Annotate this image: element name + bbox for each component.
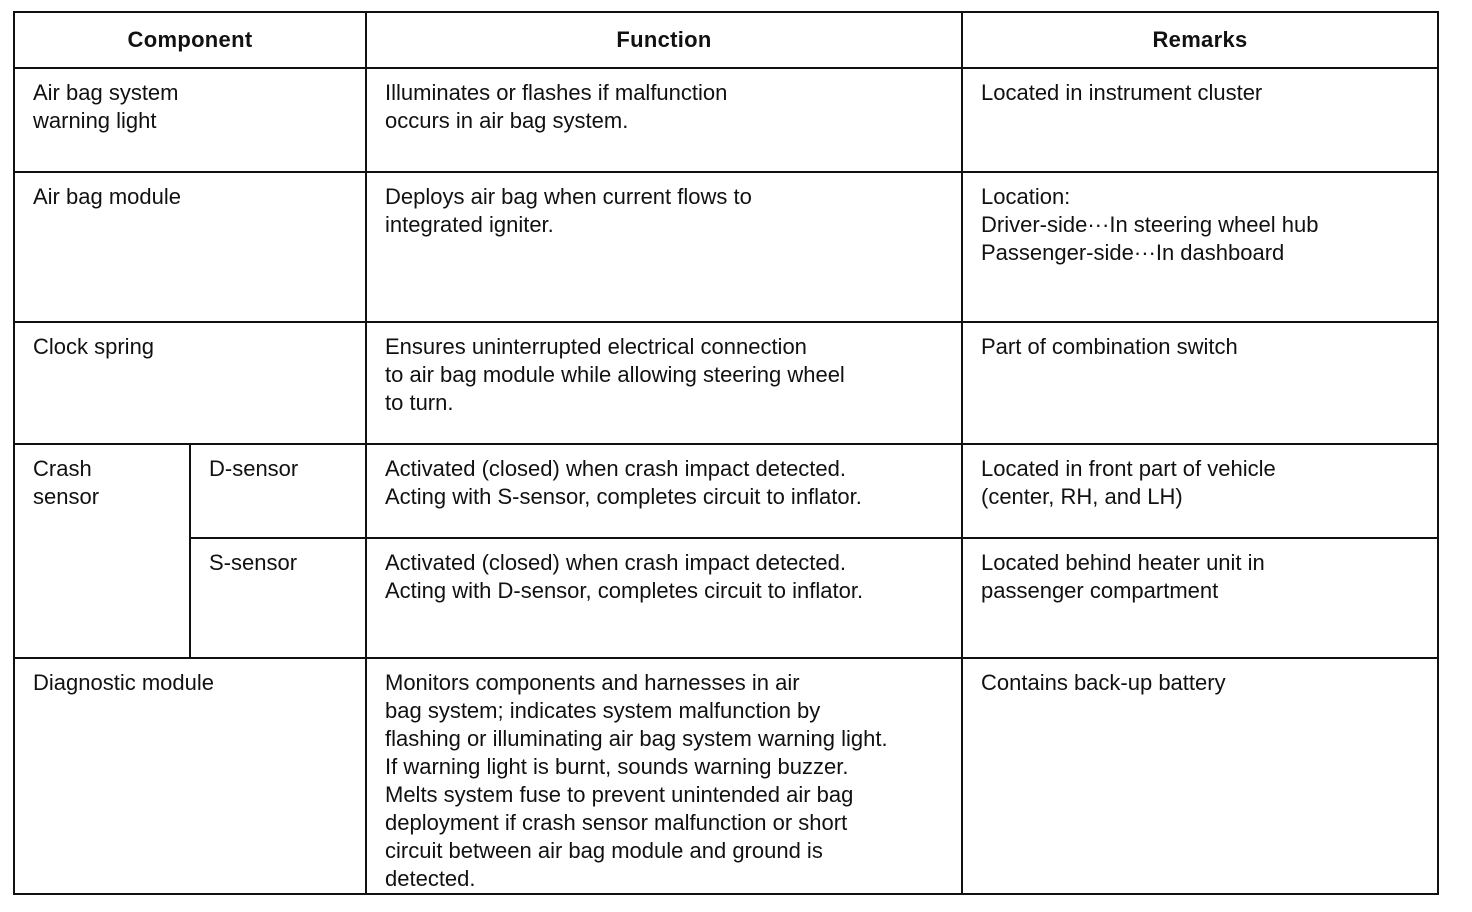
subcomponent-cell (190, 444, 366, 538)
remarks-cell (962, 322, 1438, 444)
remarks-cell (962, 68, 1438, 172)
remarks-text: Location: Driver-side···In steering wheel hub Passenger-side···In dashboard (981, 184, 1319, 265)
function-cell (366, 444, 962, 538)
component-cell (14, 68, 366, 172)
component-cell (14, 322, 366, 444)
function-cell (366, 538, 962, 658)
function-text: Deploys air bag when current flows to integrated igniter. (385, 184, 752, 237)
remarks-cell (962, 658, 1438, 894)
table-row-s-sensor (14, 538, 1438, 658)
header-component: Component (14, 12, 366, 68)
component-cell (14, 172, 366, 322)
remarks-text: Contains back-up battery (981, 670, 1226, 695)
component-text: Air bag module (33, 184, 181, 209)
header-function: Function (366, 12, 962, 68)
component-text: Crash sensor (33, 456, 100, 509)
remarks-text: Part of combination switch (981, 334, 1238, 359)
table-row-clock-spring (14, 322, 1438, 444)
function-text: Activated (closed) when crash impact detected. Acting with S-sensor, completes circuit to inflator. (385, 456, 862, 509)
component-text: Clock spring (33, 334, 155, 359)
header-row (14, 12, 1438, 68)
function-text: Illuminates or flashes if malfunction occurs in air bag system. (385, 80, 728, 133)
remarks-text: Located behind heater unit in passenger compartment (981, 550, 1265, 603)
function-cell (366, 172, 962, 322)
table-row-air-bag-module (14, 172, 1438, 322)
remarks-text: Located in front part of vehicle (center, RH, and LH) (981, 456, 1276, 509)
function-text: Activated (closed) when crash impact detected. Acting with D-sensor, completes circuit to inflator. (385, 550, 864, 603)
component-text: Air bag system warning light (33, 80, 179, 133)
subcomponent-cell (190, 538, 366, 658)
remarks-cell (962, 172, 1438, 322)
table-row-warning-light (14, 68, 1438, 172)
function-text: Monitors components and harnesses in air bag system; indicates system malfunction by flashing or illuminating air bag system warning light. If warning light is burnt, sounds warning buzzer. Melts system fuse to prevent unintended air bag deployment if crash sensor malfunction or short circuit between air bag module and ground is detected. (385, 670, 888, 891)
air-bag-components-table (13, 11, 1439, 895)
remarks-cell (962, 444, 1438, 538)
remarks-cell (962, 538, 1438, 658)
function-cell (366, 68, 962, 172)
function-cell (366, 658, 962, 894)
component-text: Diagnostic module (33, 670, 214, 695)
function-text: Ensures uninterrupted electrical connection to air bag module while allowing steering wheel to turn. (385, 334, 845, 415)
header-remarks: Remarks (962, 12, 1438, 68)
table-row-diagnostic-module (14, 658, 1438, 894)
table-row-d-sensor (14, 444, 1438, 538)
crash-sensor-cell (14, 444, 190, 658)
remarks-text: Located in instrument cluster (981, 80, 1263, 105)
subcomponent-text: D-sensor (209, 456, 299, 481)
function-cell (366, 322, 962, 444)
component-cell (14, 658, 366, 894)
subcomponent-text: S-sensor (209, 550, 298, 575)
